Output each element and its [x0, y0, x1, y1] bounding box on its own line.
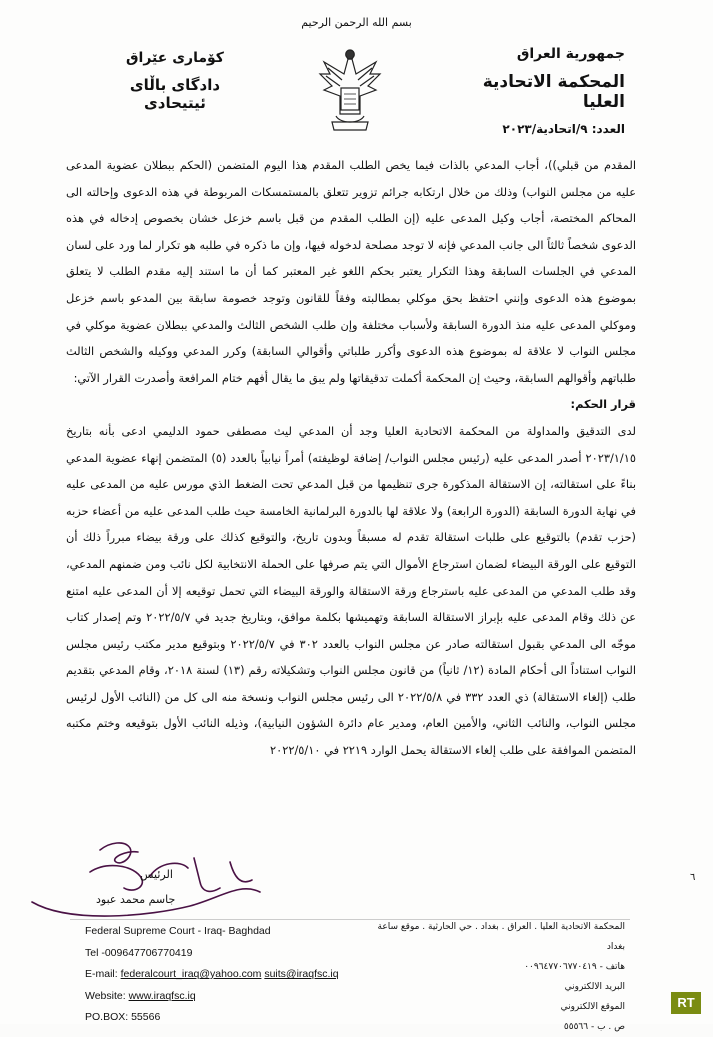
- court-name-ku: دادگای باڵای ئیتیحادی: [129, 76, 221, 112]
- footer-right: [375, 917, 625, 1037]
- body-text: [66, 152, 636, 764]
- signature-name: جاسم محمد عبود: [96, 893, 176, 906]
- country-name-ar: جمهورية العراق: [516, 46, 625, 62]
- footer-pobox-ar: ص . ب - ٥٥٥٦٦: [563, 1022, 625, 1032]
- footer-left: [85, 921, 385, 1029]
- footer-email-label: E-mail:: [85, 968, 121, 980]
- body-paragraph: المقدم من قبلي))، أجاب المدعي بالذات فيما يخص الطلب المقدم هذا اليوم المتضمن (الحكم ببطلان عضوية المدعى عليه من مجلس النواب) وذلك من خلال ارتكابه جرائم تزوير تتعلق بالمستمسكات المربوطة في هذه الدعوى وإحالته الى المحاكم المختصة، أجاب وكيل المدعى عليه (إن الطلب المقدم من قبل باسم خزعل خشان بخصوص إدخاله في هذه الدعوى شخصاً ثالثاً الى جانب المدعي فإنه لا توجد مصلحة لدخوله فيها، وإن ما ذكره في طلبه هو تكرار لما ورد على لسان المدعي في الجلسات السابقة وهذا التكرار يعتبر بحكم اللغو غير المعتبر كما أن ما استند إليه مقدم الطلب لا يتعلق بموضوع هذه الدعوى وإنني احتفظ بحق موكلي بمطالبته وفقاً للقانون وتوجد خصومة سابقة بين المدعو باسم خزعل وموكلي المدعى عليه منذ الدورة السابقة ولأسباب مختلفة وإن طلب الشخص الثالث والمدعي ببطلان عضوية موكلي في مجلس النواب لا علاقة له بموضوع هذه الدعوى وأكرر طلباتي وأقوالي السابقة) وكرر المدعي ووكيله والشخص الثالث طلباتهم وأقوالهم السابقة، وحيث إن المحكمة أكملت تدقيقاتها ولم يبق ما يقال أفهم ختام المرافعة وأصدرت القرار الآتي:: [66, 158, 636, 385]
- footer-website-line: [85, 986, 385, 1008]
- footer-email-link-2[interactable]: suits@iraqfsc.iq: [264, 968, 339, 980]
- footer-website-label-ar: الموقع الالكتروني: [560, 1002, 625, 1012]
- court-name-ar: المحكمة الاتحادية العليا: [482, 72, 625, 112]
- rt-watermark-logo: RT: [671, 992, 701, 1014]
- iraq-eagle-emblem-icon: [318, 44, 382, 136]
- footer-email-line: [85, 964, 385, 986]
- page-number: ٦: [690, 872, 696, 883]
- basmala: بسم الله الرحمن الرحيم: [301, 16, 412, 29]
- case-number: العدد: ٩/اتحادية/٢٠٢٣: [502, 122, 625, 136]
- footer-email-link-1[interactable]: federalcourt_iraq@yahoo.com: [120, 968, 262, 980]
- header-left: [100, 50, 250, 112]
- decision-paragraph: لدى التدقيق والمداولة من المحكمة الاتحادية العليا وجد أن المدعي ليث مصطفى حمود الدليمي ادعى بأنه بتاريخ ٢٠٢٣/١/١٥ أصدر المدعى عليه (رئيس مجلس النواب/ إضافة لوظيفته) أمراً نيابياً بالعدد (٥) المتضمن إنهاء عضوية المدعي بناءً على استقالته، إن الاستقالة المذكورة جرى تنظيمها من قبل المدعي تحت الضغط الذي مورس عليه من المدعى عليه في نهاية الدورة السابقة (الدورة الرابعة) ولا علاقة لها بالدورة البرلمانية الخامسة حيث طلب المدعى عليه من أعضاء حزبه (حزب تقدم) بالتوقيع على طلبات استقالة تقدم له مسبقاً وبدون تاريخ، والتوقيع كذلك على ورقة بيضاء مبرراً ذلك أن التوقيع على الورقة البيضاء لضمان استرجاع الأموال التي يتم صرفها على الحملة الانتخابية لكل نائب ومن ضمنهم المدعي، وقد طلب المدعي من المدعى عليه باسترجاع ورقة الاستقالة والورقة البيضاء التي تحمل توقيعه إلا أن المدعى عليه امتنع عن ذلك وقام المدعى عليه بإبراز الاستقالة السابقة وتهميشها بكلمة موافق، وبتاريخ جديد في ٢٠٢٢/٥/٧ وتم إصدار كتاب موجّه الى المدعي بقبول استقالته صادر عن مجلس النواب بالعدد ٣٠٢ في ٢٠٢٢/٥/٧ وبتوقيع مدير مكتب رئيس مجلس النواب استناداً الى أحكام المادة (١٢/ ثانياً) من قانون مجلس النواب وتشكيلاته رقم (١٣) لسنة ٢٠١٨، وقام المدعي بتقديم طلب (إلغاء الاستقالة) ذي العدد ٣٣٢ في ٢٠٢٢/٥/٨ الى رئيس مجلس النواب ونسخة منه الى كل من (النائب الأول لرئيس مجلس النواب، والنائب الثاني، والأمين العام، ومدير عام دائرة الشؤون النيابية)، وذيله النائب الأول بتوقيعه وختم مكتبه المتضمن الموافقة على طلب إلغاء الاستقالة يحمل الوارد ٢٢١٩ في ٢٠٢٢/٥/١٠: [66, 423, 636, 758]
- footer-address-ar: المحكمة الاتحادية العليا . العراق . بغداد . حي الحارثية . موقع ساعة بغداد: [377, 922, 625, 952]
- header-right: [455, 46, 625, 136]
- footer-website-link[interactable]: www.iraqfsc.iq: [128, 989, 196, 1002]
- section-title: قرار الحكم:: [570, 397, 636, 412]
- footer-tel: Tel -009647706770419: [85, 946, 193, 959]
- footer-email-label-ar: البريد الالكتروني: [564, 982, 625, 992]
- footer-phone-ar: هاتف - ٠٠٩٦٤٧٧٠٦٧٧٠٤١٩: [524, 962, 625, 972]
- signature-title: الرئيس: [140, 868, 173, 881]
- footer-website-label: Website:: [85, 989, 129, 1002]
- footer-pobox: PO.BOX: 55566: [85, 1011, 161, 1023]
- footer-court-name-en: Federal Supreme Court - Iraq- Baghdad: [85, 925, 271, 937]
- country-name-ku: كۆماری عێراق: [126, 50, 224, 66]
